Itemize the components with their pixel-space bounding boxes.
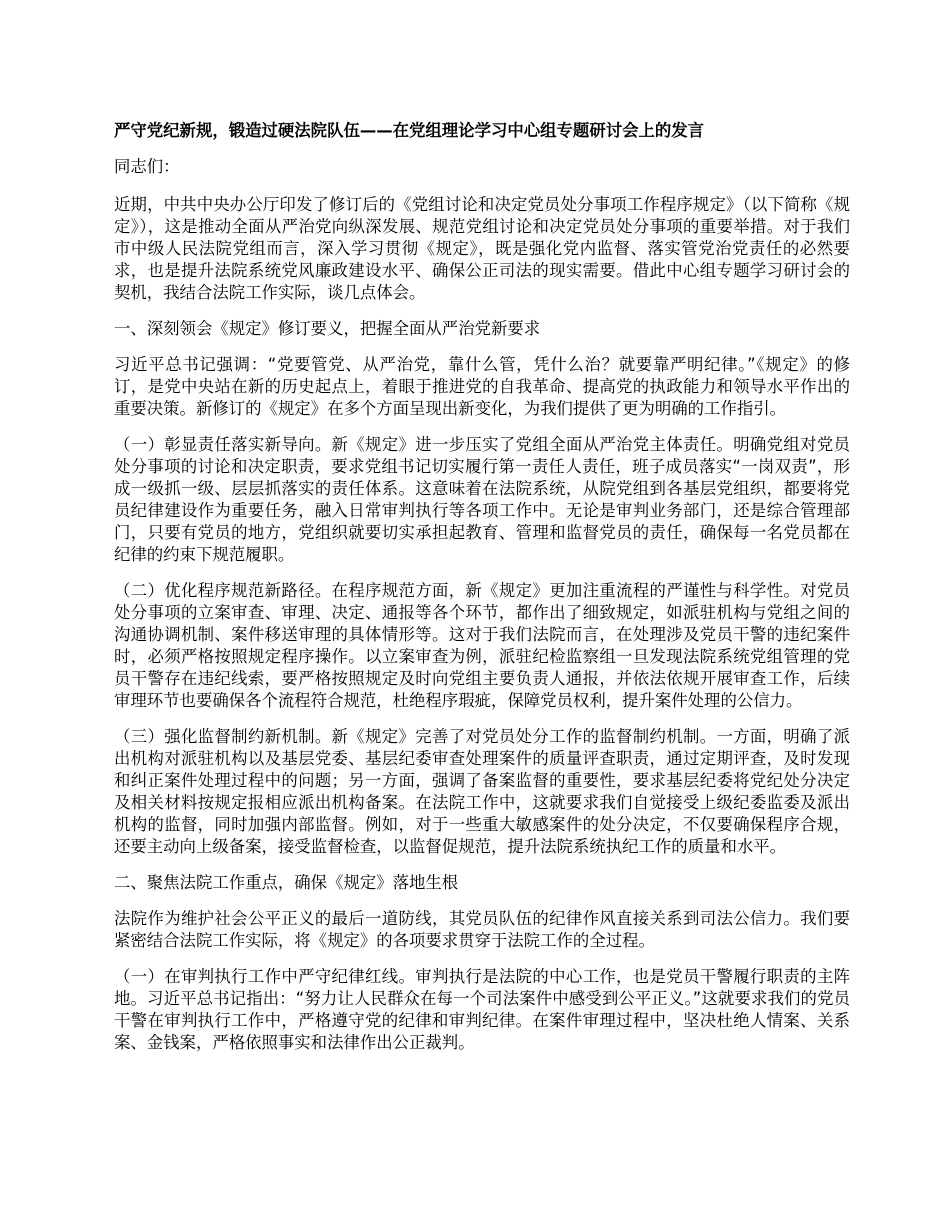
paragraph: （一）彰显责任落实新导向。新《规定》进一步压实了党组全面从严治党主体责任。明确党组对党员处分事项的讨论和决定职责，要求党组书记切实履行第一责任人责任，班子成员落实“一岗双责”，形成一级抓一级、层层抓落实的责任体系。这意味着在法院系统，从院党组到各基层党组织，都要将党员纪律建设作为重要任务，融入日常审判执行等各项工作中。无论是审判业务部门，还是综合管理部门，只要有党员的地方，党组织就要切实承担起教育、管理和监督党员的责任，确保每一名党员都在纪律的约束下规范履职。 xyxy=(114,435,850,564)
paragraph: 法院作为维护社会公平正义的最后一道防线，其党员队伍的纪律作风直接关系到司法公信力。我们要紧密结合法院工作实际，将《规定》的各项要求贯穿于法院工作的全过程。 xyxy=(114,909,850,950)
salutation: 同志们： xyxy=(114,157,180,176)
section-heading-1: 一、深刻领会《规定》修订要义，把握全面从严治党新要求 xyxy=(114,319,541,338)
paragraph: （三）强化监督制约新机制。新《规定》完善了对党员处分工作的监督制约机制。一方面，明确了派出机构对派驻机构以及基层党委、基层纪委审查处理案件的质量评查职责，通过定期评查，及时发现和纠正案件处理过程中的问题；另一方面，强调了备案监督的重要性，要求基层纪委将党纪处分决定及相关材料按规定报相应派出机构备案。在法院工作中，这就要求我们自觉接受上级纪委监委及派出机构的监督，同时加强内部监督。例如，对于一些重大敏感案件的处分决定，不仅要确保程序合规，还要主动向上级备案，接受监督检查，以监督促规范，提升法院系统执纪工作的质量和水平。 xyxy=(114,727,850,856)
paragraph: 习近平总书记强调：“党要管党、从严治党，靠什么管，凭什么治？就要靠严明纪律。”《规定》的修订，是党中央站在新的历史起点上，着眼于推进党的自我革命、提高党的执政能力和领导水平作出的重要决策。新修订的《规定》在多个方面呈现出新变化，为我们提供了更为明确的工作指引。 xyxy=(114,355,850,418)
section-heading-2: 二、聚焦法院工作重点，确保《规定》落地生根 xyxy=(114,873,459,892)
document-title: 严守党纪新规，锻造过硬法院队伍——在党组理论学习中心组专题研讨会上的发言 xyxy=(114,121,705,140)
paragraph-intro: 近期，中共中央办公厅印发了修订后的《党组讨论和决定党员处分事项工作程序规定》（以下简称《规定》），这是推动全面从严治党向纵深发展、规范党组讨论和决定党员处分事项的重要举措。对于我们市中级人民法院党组而言，深入学习贯彻《规定》，既是强化党内监督、落实管党治党责任的必然要求，也是提升法院系统党风廉政建设水平、确保公正司法的现实需要。借此中心组专题学习研讨会的契机，我结合法院工作实际，谈几点体会。 xyxy=(114,195,850,302)
paragraph: （二）优化程序规范新路径。在程序规范方面，新《规定》更加注重流程的严谨性与科学性。对党员处分事项的立案审查、审理、决定、通报等各个环节，都作出了细致规定，如派驻机构与党组之间的沟通协调机制、案件移送审理的具体情形等。这对于我们法院而言，在处理涉及党员干警的违纪案件时，必须严格按照规定程序操作。以立案审查为例，派驻纪检监察组一旦发现法院系统党组管理的党员干警存在违纪线索，要严格按照规定及时向党组主要负责人通报，并依法依规开展审查工作，后续审理环节也要确保各个流程符合规范，杜绝程序瑕疵，保障党员权利，提升案件处理的公信力。 xyxy=(114,581,850,710)
paragraph: （一）在审判执行工作中严守纪律红线。审判执行是法院的中心工作，也是党员干警履行职责的主阵地。习近平总书记指出：“努力让人民群众在每一个司法案件中感受到公平正义。”这就要求我们的党员干警在审判执行工作中，严格遵守党的纪律和审判纪律。在案件审理过程中，坚决杜绝人情案、关系案、金钱案，严格依照事实和法律作出公正裁判。 xyxy=(114,967,850,1052)
document-page xyxy=(114,120,850,1068)
